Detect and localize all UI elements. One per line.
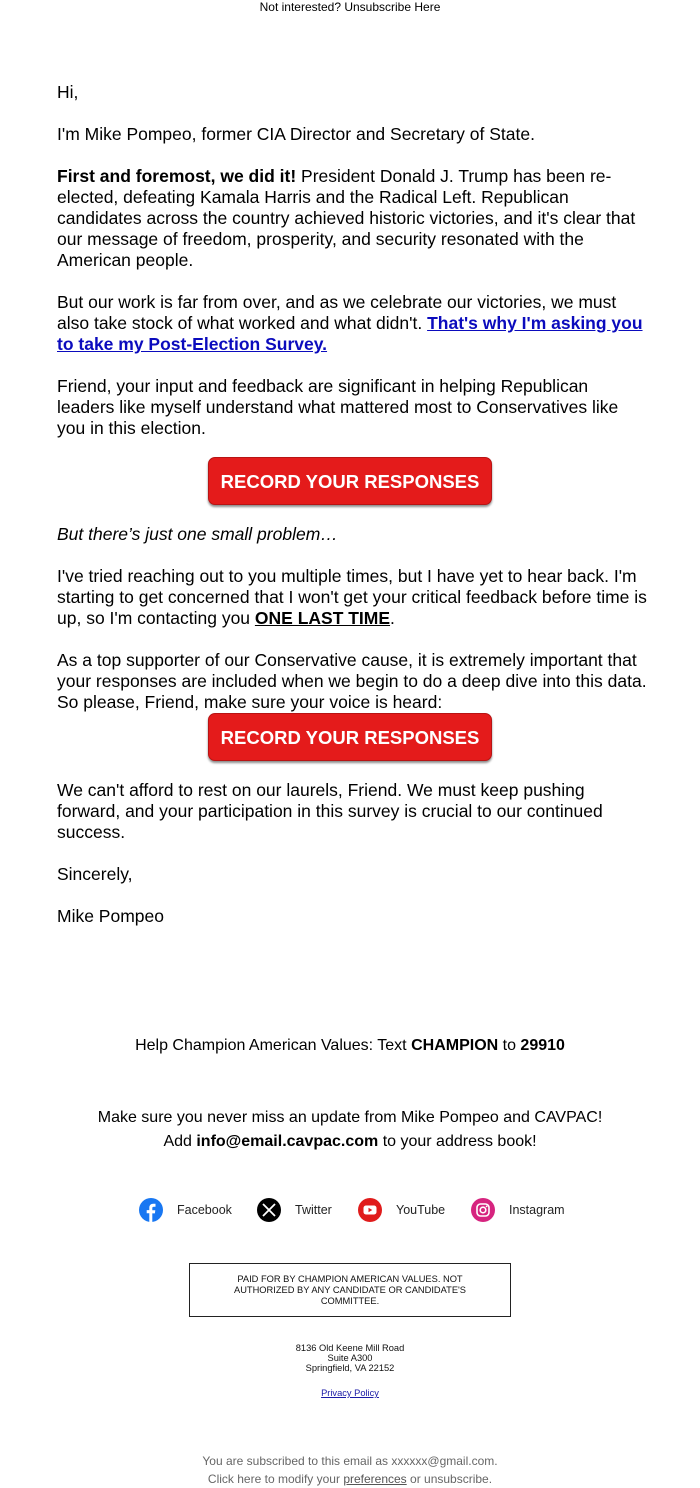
facebook-link[interactable] [139,1197,232,1223]
last-time-paragraph [57,566,649,629]
intro-paragraph: I'm Mike Pompeo, former CIA Director and Secretary of State. [57,124,535,144]
survey-text: But our work is far from over, and as we celebrate our victories, we must also take stock of what worked and what didn't. [57,292,617,333]
record-responses-button-1[interactable]: RECORD YOUR RESPONSES [208,457,492,505]
signature: Mike Pompeo [57,906,164,926]
record-responses-button-2[interactable]: RECORD YOUR RESPONSES [208,713,492,761]
youtube-icon [358,1198,382,1222]
modify-pre: Click here to modify your [207,1472,344,1486]
greeting: Hi, [57,82,79,102]
instagram-icon [471,1198,495,1222]
input-paragraph: Friend, your input and feedback are significant in helping Republican leaders like myself understand what mattered most to Conservatives like you in this election. [57,376,619,438]
add-post: to your address book! [378,1133,537,1150]
instagram-link[interactable] [471,1197,565,1223]
last-time-end: . [390,608,395,628]
address-book-line [0,1130,700,1154]
preferences-link[interactable]: preferences [343,1472,407,1486]
laurels-paragraph: We can't afford to rest on our laurels, Friend. We must keep pushing forward, and your participation in this survey is crucial to our continued success. [57,780,603,842]
paid-for-disclaimer: PAID FOR BY CHAMPION AMERICAN VALUES. NOT AUTHORIZED BY ANY CANDIDATE OR CANDIDATE'S COMMITTEE. [189,1263,511,1317]
privacy-policy-row [0,1388,700,1398]
youtube-link[interactable] [358,1197,445,1223]
instagram-label: Instagram [509,1203,565,1217]
youtube-label: YouTube [396,1203,446,1217]
address-line-3: Springfield, VA 22152 [305,1363,395,1373]
facebook-label: Facebook [177,1203,232,1217]
survey-link[interactable]: That's why I'm asking you to take my Post-Election Survey. [57,313,643,354]
x-twitter-icon [257,1198,281,1222]
victory-bold: First and foremost, we did it! [57,166,297,186]
survey-paragraph [57,292,649,355]
text-line-pre: Help Champion American Values: Text [135,1037,412,1054]
victory-paragraph [57,166,649,271]
text-keyword: CHAMPION [411,1037,499,1054]
twitter-link[interactable] [257,1197,332,1223]
unsubscribe-bar [0,0,700,14]
subscribed-info: You are subscribed to this email as xxxxxx@gmail.com. [202,1454,498,1468]
facebook-icon [139,1198,163,1222]
signoff: Sincerely, [57,864,133,884]
last-time-text: I've tried reaching out to you multiple times, but I have yet to hear back. I'm starting to get concerned that I won't get your critical feedback before time is up, so I'm contacting you [57,566,647,628]
text-number: 29910 [520,1037,565,1054]
add-email: info@email.cavpac.com [196,1133,379,1150]
problem-line: But there’s just one small problem… [57,524,338,544]
text-champion-line [0,1034,700,1058]
victory-rest: President Donald J. Trump has been re-elected, defeating Kamala Harris and the Radical Left. Republican candidates across the country achieved historic victories, and it's clear that our message of freedom, prosperity, and security resonated with the American people. [57,166,636,270]
privacy-policy-link[interactable]: Privacy Policy [321,1388,379,1398]
add-pre: Add [163,1133,197,1150]
address-line-1: 8136 Old Keene Mill Road [295,1343,405,1353]
modify-preferences-line [0,1470,700,1488]
update-line: Make sure you never miss an update from Mike Pompeo and CAVPAC! [97,1109,603,1126]
twitter-label: Twitter [295,1203,332,1217]
modify-post: or unsubscribe. [406,1472,493,1486]
unsubscribe-link[interactable]: Not interested? Unsubscribe Here [259,0,441,14]
text-to: to [498,1037,521,1054]
address-line-2: Suite A300 [327,1353,373,1363]
one-last-time-link[interactable]: ONE LAST TIME [254,608,391,628]
supporter-paragraph: As a top supporter of our Conservative cause, it is extremely important that your responses are included when we begin to do a deep dive into this data. So please, Friend, make sure your voice is heard: [57,650,647,712]
